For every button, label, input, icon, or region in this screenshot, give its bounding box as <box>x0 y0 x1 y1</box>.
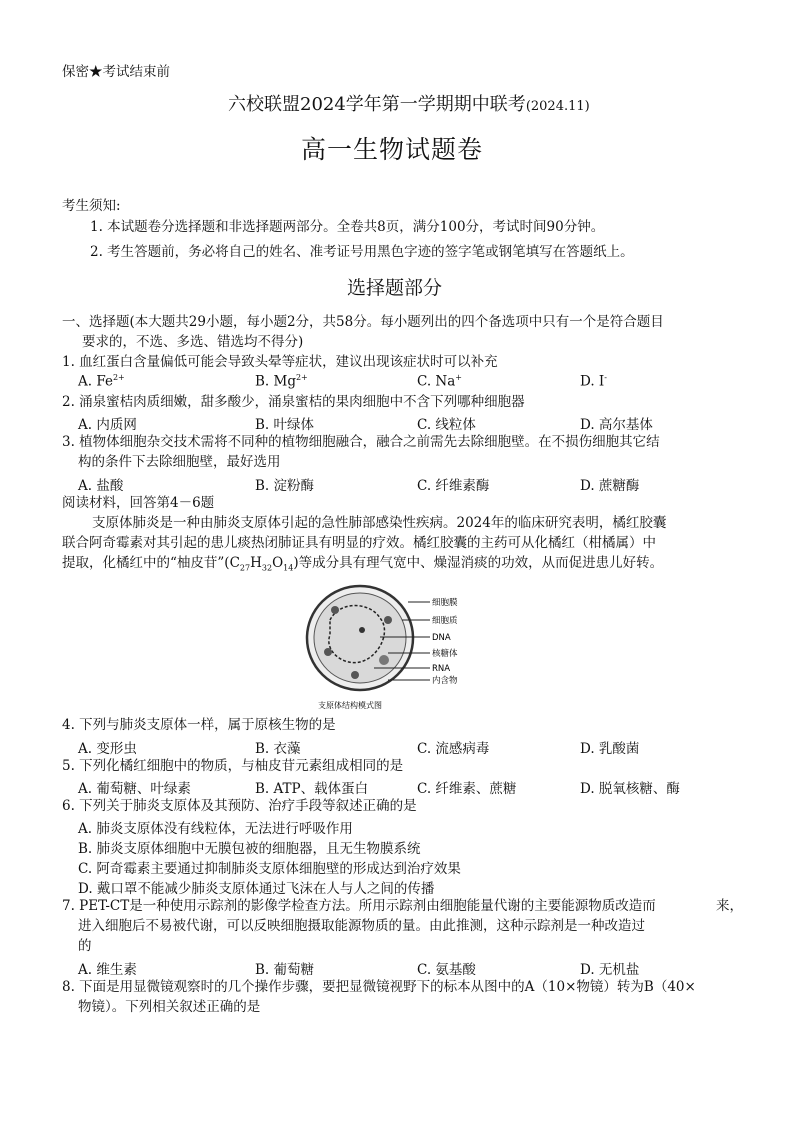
q3-stem-line2: 构的条件下去除细胞壁，最好选用 <box>78 454 281 470</box>
q5-option-c: C. 纤维素、蔗糖 <box>417 781 517 797</box>
confidential-mark: 保密★考试结束前 <box>62 64 170 80</box>
label-ribosome: 核糖体 <box>432 649 458 659</box>
q8-stem-line2: 物镜）。下列相关叙述正确的是 <box>78 999 261 1015</box>
q1-option-d-charge: - <box>604 373 607 382</box>
q7-stem-line1: 7. PET-CT是一种使用示踪剂的影像学检查方法。所用示踪剂由细胞能量代谢的主要能源物质改造而 <box>62 898 656 914</box>
ribosome-dot <box>324 648 332 656</box>
q3-option-b: B. 淀粉酶 <box>255 478 315 494</box>
q4-option-b: B. 衣藻 <box>255 741 301 757</box>
q1-option-b-charge: 2+ <box>295 373 308 382</box>
union-title-text: 六校联盟2024学年第一学期期中联考 <box>228 94 526 115</box>
part1-intro-line1: 一、选择题(本大题共29小题，每小题2分，共58分。每小题列出的四个备选项中只有一个是符合题目 <box>62 314 664 330</box>
q7-option-d: D. 无机盐 <box>580 962 640 978</box>
section-title: 选择题部分 <box>347 277 443 299</box>
q1-option-a-charge: 2+ <box>112 373 125 382</box>
notice-item-1: 1. 本试题卷分选择题和非选择题两部分。全卷共8页，满分100分，考试时间90分钟。 <box>90 219 605 235</box>
ribosome-dot <box>384 616 392 624</box>
q4-option-a: A. 变形虫 <box>78 741 137 757</box>
part1-intro-line2: 要求的，不选、多选、错选均不得分) <box>82 334 304 350</box>
q7-option-a: A. 维生素 <box>78 962 137 978</box>
q1-option-a <box>78 373 125 390</box>
q1-option-a-text: A. Fe <box>78 373 113 390</box>
ribosome-dot <box>351 671 359 679</box>
notice-item-2: 2. 考生答题前，务必将自己的姓名、准考证号用黑色字迹的签字笔或钢笔填写在答题纸上。 <box>90 244 634 260</box>
q2-stem: 2. 涌泉蜜桔肉质细嫩，甜多酸少，涌泉蜜桔的果肉细胞中不含下列哪种细胞器 <box>62 394 525 410</box>
label-inclusion: 内含物 <box>432 676 458 686</box>
q1-option-d-text: D. I <box>580 373 605 390</box>
ribosome-dot <box>331 606 339 614</box>
q8-stem-line1: 8. 下面是用显微镜观察时的几个操作步骤，要把显微镜视野下的标本从图中的A（10×物镜）转为B（40× <box>62 979 696 995</box>
reading-text-c: O <box>272 555 284 571</box>
q3-option-d: D. 蔗糖酶 <box>580 478 640 494</box>
reading-para-line2: 联合阿奇霉素对其引起的患儿痰热闭肺证具有明显的疗效。橘红胶囊的主药可从化橘红（柑橘属）中 <box>62 535 656 551</box>
q1-option-c-charge: + <box>455 373 462 382</box>
label-dna: DNA <box>432 633 451 643</box>
ribosome-dot <box>359 627 365 633</box>
q2-option-c: C. 线粒体 <box>417 417 476 433</box>
exam-union-title <box>228 90 590 116</box>
q5-stem: 5. 下列化橘红细胞中的物质，与柚皮苷元素组成相同的是 <box>62 758 404 774</box>
figure-caption: 支原体结构模式图 <box>318 701 382 710</box>
mycoplasma-structure-figure <box>300 580 500 715</box>
q7-stem-line2: 进入细胞后不易被代谢，可以反映细胞摄取能源物质的量。由此推测，这种示踪剂是一种改造过 <box>78 918 645 934</box>
q1-stem: 1. 血红蛋白含量偏低可能会导致头晕等症状，建议出现该症状时可以补充 <box>62 354 498 370</box>
formula-sub-c: 27 <box>239 563 251 573</box>
q3-option-c: C. 纤维素酶 <box>417 478 490 494</box>
q4-option-d: D. 乳酸菌 <box>580 741 640 757</box>
q4-stem: 4. 下列与肺炎支原体一样，属于原核生物的是 <box>62 717 336 733</box>
notice-heading: 考生须知: <box>62 198 121 214</box>
inclusion-body <box>379 655 389 665</box>
formula-sub-h: 32 <box>261 563 273 573</box>
q4-option-c: C. 流感病毒 <box>417 741 490 757</box>
q1-option-d <box>580 373 607 390</box>
label-rna: RNA <box>432 664 451 674</box>
q1-option-b-text: B. Mg <box>255 373 296 390</box>
q5-option-a: A. 葡萄糖、叶绿素 <box>78 781 191 797</box>
q6-option-a: A. 肺炎支原体没有线粒体，无法进行呼吸作用 <box>78 821 353 837</box>
reading-para-line3 <box>62 554 663 578</box>
q3-stem-line1: 3. 植物体细胞杂交技术需将不同种的植物细胞融合，融合之前需先去除细胞壁。在不损伤细胞其它结 <box>62 434 660 450</box>
q7-stem-line3: 的 <box>78 938 92 954</box>
q5-option-b: B. ATP、载体蛋白 <box>255 781 369 797</box>
q6-option-c: C. 阿奇霉素主要通过抑制肺炎支原体细胞壁的形成达到治疗效果 <box>78 861 461 877</box>
reading-text-d: )等成分具有理气宽中、燥湿消痰的功效，从而促进患儿好转。 <box>293 555 664 571</box>
q6-stem: 6. 下列关于肺炎支原体及其预防、治疗手段等叙述正确的是 <box>62 798 417 814</box>
formula-sub-o: 14 <box>283 563 294 573</box>
q1-option-b <box>255 373 308 390</box>
q6-option-d: D. 戴口罩不能减少肺炎支原体通过飞沫在人与人之间的传播 <box>78 881 435 897</box>
reading-intro: 阅读材料，回答第4－6题 <box>62 495 215 511</box>
q7-stem-line1-end: 来， <box>716 898 743 914</box>
q2-option-a: A. 内质网 <box>78 417 137 433</box>
q7-option-b: B. 葡萄糖 <box>255 962 315 978</box>
q5-option-d: D. 脱氧核糖、酶 <box>580 781 680 797</box>
exam-date: (2024.11) <box>525 99 590 114</box>
reading-text-a: 提取，化橘红中的“柚皮苷”(C <box>62 555 240 571</box>
reading-text-b: H <box>250 555 262 571</box>
q6-option-b: B. 肺炎支原体细胞中无膜包被的细胞器，且无生物膜系统 <box>78 841 421 857</box>
q2-option-d: D. 高尔基体 <box>580 417 653 433</box>
page-title: 高一生物试题卷 <box>301 135 484 164</box>
label-cytoplasm: 细胞质 <box>432 616 458 626</box>
q1-option-c <box>417 373 462 390</box>
q7-option-c: C. 氨基酸 <box>417 962 476 978</box>
reading-para-line1: 支原体肺炎是一种由肺炎支原体引起的急性肺部感染性疾病。2024年的临床研究表明，橘红胶囊 <box>92 515 667 531</box>
mycoplasma-diagram <box>300 580 500 715</box>
q2-option-b: B. 叶绿体 <box>255 417 315 433</box>
q3-option-a: A. 盐酸 <box>78 478 124 494</box>
label-cell-membrane: 细胞膜 <box>432 598 458 608</box>
q1-option-c-text: C. Na <box>417 373 456 390</box>
